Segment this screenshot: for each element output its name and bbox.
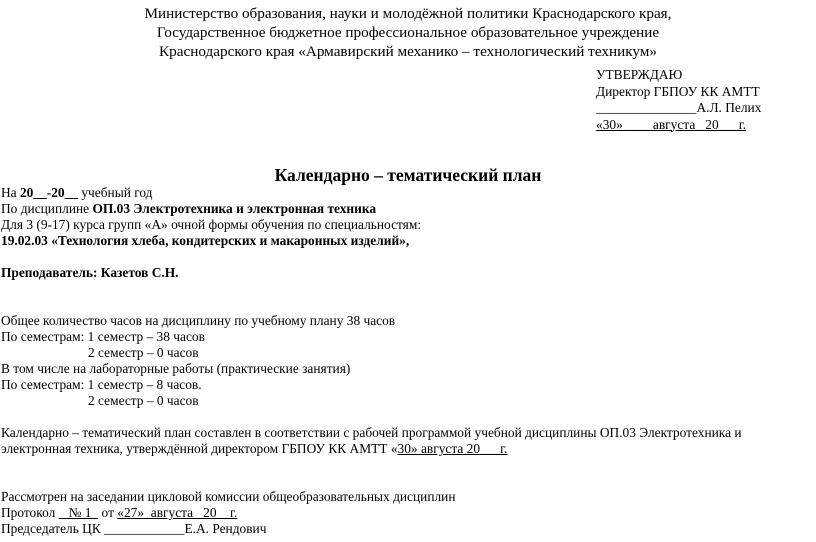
- signature-blank: _______________: [596, 100, 697, 115]
- protocol-date: «27» августа 20 г.: [117, 505, 238, 520]
- semester-2-hours: 2 семестр – 0 часов: [88, 345, 199, 360]
- director-name: А.Л. Пелих: [696, 100, 762, 115]
- discipline-line: [1, 201, 791, 217]
- protocol-line: [1, 505, 791, 521]
- protocol-number: № 1: [58, 505, 99, 520]
- commission-review-line: Рассмотрен на заседании цикловой комиссии общеобразовательных дисциплин: [1, 489, 456, 504]
- header-line-ministry: Министерство образования, науки и молодёжной политики Краснодарского края,: [144, 5, 672, 22]
- header-line-institution-name: Краснодарского края «Армавирский механико – технологический техникум»: [159, 43, 657, 60]
- year-suffix: учебный год: [78, 185, 153, 200]
- discipline-value: ОП.03 Электротехника и электронная техника: [92, 201, 377, 216]
- course-line: Для 3 (9-17) курса групп «А» очной формы обучения по специальностям:: [1, 217, 422, 232]
- approval-block: [596, 67, 796, 133]
- document-body: [1, 185, 791, 537]
- lab-semester-2-hours: 2 семестр – 0 часов: [88, 393, 199, 408]
- commission-chair-line: Председатель ЦК ____________Е.А. Рендович: [1, 521, 267, 536]
- protocol-prefix: Протокол: [1, 505, 59, 520]
- approval-word: УТВЕРЖДАЮ: [596, 67, 683, 82]
- lab-semester-1-hours: По семестрам: 1 семестр – 8 часов.: [1, 377, 202, 392]
- specialty-line: 19.02.03 «Технология хлеба, кондитерских и макаронных изделий»,: [1, 233, 410, 248]
- basis-paragraph: [1, 425, 791, 457]
- year-prefix: На: [1, 185, 20, 200]
- basis-text: Календарно – тематический план составлен в соответствии с рабочей программой учебной дисциплины ОП.03 Электротехника и электронная техника, утверждённой директором ГБПОУ КК АМТТ «: [1, 425, 742, 456]
- document-title: Календарно – тематический план: [274, 165, 542, 185]
- semester-1-hours: По семестрам: 1 семестр – 38 часов: [1, 329, 205, 344]
- year-value: 20__-20__: [19, 185, 78, 200]
- protocol-from: от: [98, 505, 118, 520]
- total-hours-line: Общее количество часов на дисциплину по учебному плану 38 часов: [1, 313, 396, 328]
- header-line-institution-type: Государственное бюджетное профессиональное образовательное учреждение: [156, 24, 660, 41]
- academic-year-line: [1, 185, 791, 201]
- approval-signature-line: [596, 100, 796, 117]
- approval-position: Директор ГБПОУ КК АМТТ: [596, 83, 760, 99]
- teacher-line: Преподаватель: Казетов С.Н.: [1, 265, 179, 280]
- basis-date: 30» августа 20___г.: [397, 441, 508, 456]
- institution-header: [0, 4, 816, 61]
- approval-date: «30» ____августа_ 20___г.: [596, 116, 747, 132]
- lab-hours-line: В том числе на лабораторные работы (практические занятия): [1, 361, 351, 376]
- discipline-prefix: По дисциплине: [1, 201, 93, 216]
